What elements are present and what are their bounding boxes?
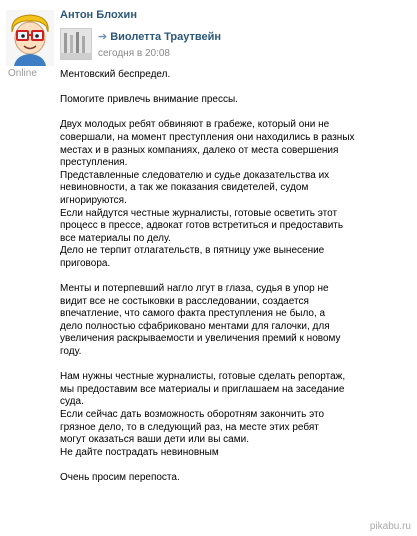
- post-line: суда.: [60, 396, 84, 408]
- paragraph-gap: [60, 359, 405, 372]
- avatar-face-icon: [6, 10, 54, 66]
- post-line: местах и в разных компаниях, далеко от места совершения: [60, 144, 339, 156]
- watermark: pikabu.ru: [369, 521, 411, 532]
- paragraph-gap: [60, 271, 405, 284]
- paragraph-gap: [60, 82, 405, 95]
- post-line: совершали, на момент преступления они находились в разных: [60, 131, 355, 143]
- author-name-link[interactable]: Антон Блохин: [60, 9, 137, 21]
- online-status: Online: [8, 68, 37, 79]
- paragraph-gap: [60, 459, 405, 472]
- post-line: невиновности, а так же показания свидетелей, судом: [60, 182, 309, 194]
- post-line: Дело не терпит отлагательств, в пятницу уже вынесение: [60, 245, 325, 257]
- post-line: преступления.: [60, 157, 128, 169]
- repost-date-link[interactable]: сегодня в 20:08: [98, 48, 170, 59]
- repost-block: [60, 28, 360, 64]
- post-line: увеличения раскрываемости и увеличения премий к новому: [60, 333, 341, 345]
- post-line: Если найдутся честные журналисты, готовые осветить этот: [60, 207, 338, 219]
- post-line: дело полностью сфабриковано ментами для галочки, для: [60, 320, 330, 332]
- repost-author-name: Виолетта Траутвейн: [110, 31, 222, 43]
- post-line: Менты и потерпевший нагло лгут в глаза, судья в упор не: [60, 283, 329, 295]
- paragraph-gap: [60, 107, 405, 120]
- post-line: Если сейчас дать возможность оборотням закончить это: [60, 409, 325, 421]
- post-line: приговора.: [60, 257, 111, 269]
- photo-thumbnail-icon: [61, 29, 91, 59]
- post-line: году.: [60, 346, 82, 358]
- post-line: могут оказаться ваши дети или вы сами.: [60, 434, 249, 446]
- user-avatar[interactable]: [6, 10, 54, 66]
- repost-arrow-icon: ➔: [98, 31, 108, 43]
- post-line: игнорируются.: [60, 194, 127, 206]
- post-line: Ментовский беспредел.: [60, 69, 171, 80]
- post-line: грязное дело, то в следующий раз, на месте этих ребят: [60, 421, 319, 433]
- post-line: Очень просим перепоста.: [60, 472, 180, 483]
- post-line: Двух молодых ребят обвиняют в грабеже, который они не: [60, 119, 330, 131]
- post-text: [60, 69, 405, 485]
- post-line: процесс в прессе, адвокат готов встретиться и предоставить: [60, 220, 344, 232]
- post-line: впечатление, что самого факта преступления не было, а: [60, 308, 326, 320]
- post-line: Не дайте пострадать невиновным: [60, 446, 219, 458]
- post-line: видит все не состыковки в расследовании, создается: [60, 295, 309, 307]
- repost-author-avatar[interactable]: [60, 28, 92, 60]
- post-line: Помогите привлечь внимание прессы.: [60, 94, 238, 106]
- repost-author-link[interactable]: [98, 30, 221, 43]
- post-line: все материалы по делу.: [60, 232, 171, 244]
- post-line: мы предоставим все материалы и приглашаем на заседание: [60, 383, 345, 395]
- post-line: Представленные следователю и судье доказательства их: [60, 169, 330, 181]
- post-line: Нам нужны честные журналисты, готовые сделать репортаж,: [60, 371, 346, 383]
